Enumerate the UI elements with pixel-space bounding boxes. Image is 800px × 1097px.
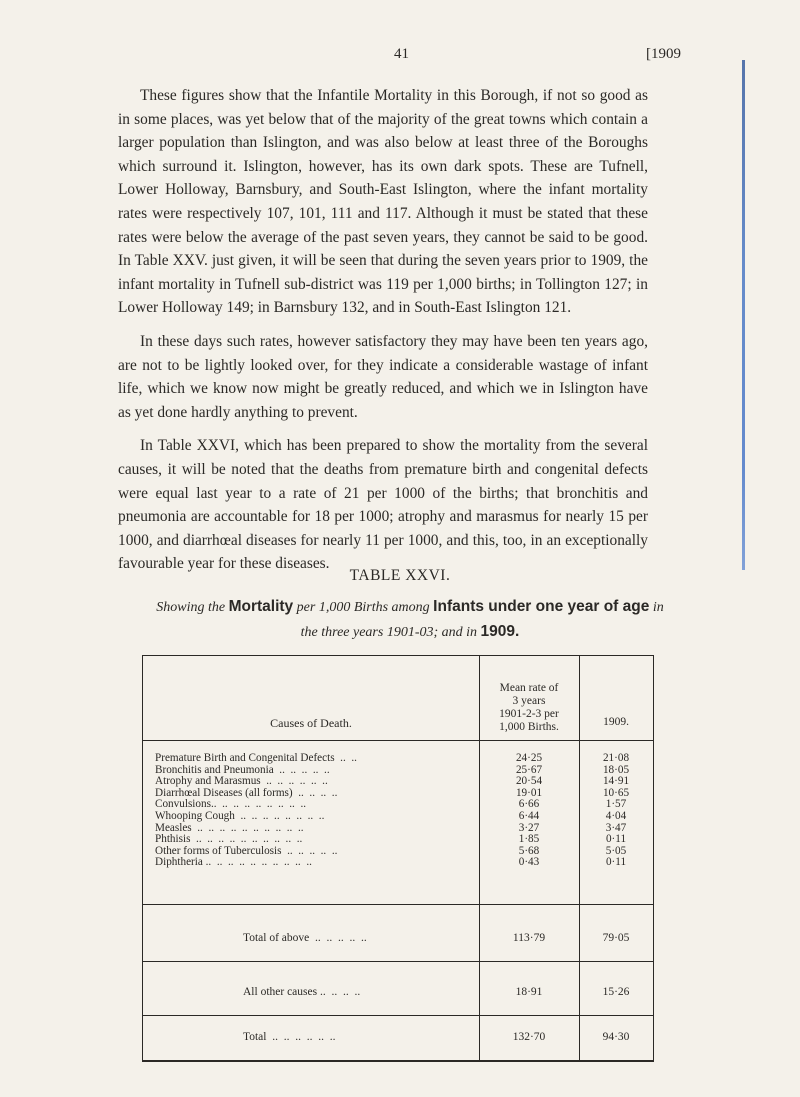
row-cause: Premature Birth and Congenital Defects .. .. — [155, 752, 357, 764]
other-causes-1909: 15·26 — [602, 986, 630, 998]
row-cause: Convulsions.. .. .. .. .. .. .. .. .. — [155, 798, 307, 811]
row-mean: 20·54 — [515, 775, 543, 788]
row-mean: 0·43 — [518, 856, 540, 869]
subtitle-part-5: in the three years 1901-03; and in — [300, 600, 664, 640]
row-1909: 0·11 — [605, 833, 627, 846]
row-cause: Other forms of Tuberculosis .. .. .. .. .. — [155, 844, 338, 857]
header-mean-line: Mean rate of — [499, 682, 559, 694]
subtitle-part-4: Infants under one year of age — [433, 598, 650, 615]
table-body — [143, 753, 653, 869]
table-title: TABLE XXVI. — [349, 567, 451, 584]
header-1909: 1909. — [603, 716, 629, 728]
header-causes: Causes of Death. — [270, 716, 352, 730]
header-mean-rate — [479, 682, 579, 734]
header-mean-line: 1,000 Births. — [499, 721, 559, 733]
mortality-table — [142, 655, 654, 1062]
total-above-1909: 79·05 — [602, 932, 630, 944]
page-number: 41 — [394, 46, 409, 62]
row-cause: Bronchitis and Pneumonia .. .. .. .. .. — [155, 763, 330, 776]
page-header — [0, 46, 800, 68]
header-mean-line: 1901-2-3 per — [499, 708, 559, 720]
row-1909: 3·47 — [605, 821, 627, 834]
body-text — [118, 84, 648, 586]
header-mean-line: 3 years — [512, 695, 546, 707]
other-causes-mean: 18·91 — [515, 986, 543, 998]
row-1909: 1·57 — [605, 798, 627, 811]
row-1909: 4·04 — [605, 809, 627, 822]
row-cause: Whooping Cough .. .. .. .. .. .. .. .. — [155, 809, 325, 822]
total-label: Total .. .. .. .. .. .. — [243, 1031, 336, 1043]
section-divider — [143, 1015, 653, 1016]
section-divider — [143, 904, 653, 905]
row-cause: Diphtheria .. .. .. .. .. .. .. .. .. .. — [155, 856, 312, 869]
row-mean: 25·67 — [515, 763, 543, 776]
row-cause: Measles .. .. .. .. .. .. .. .. .. .. — [155, 821, 304, 834]
margin-highlight-line — [742, 60, 745, 570]
row-mean: 24·25 — [515, 752, 543, 764]
row-cause: Phthisis .. .. .. .. .. .. .. .. .. .. — [155, 833, 303, 846]
row-1909: 5·05 — [605, 844, 627, 857]
row-mean: 6·44 — [518, 809, 540, 822]
row-mean: 3·27 — [518, 821, 540, 834]
total-mean: 132·70 — [512, 1031, 546, 1043]
table-row — [143, 753, 653, 765]
row-1909: 18·05 — [602, 763, 630, 776]
row-mean: 5·68 — [518, 844, 540, 857]
row-1909: 0·11 — [605, 856, 627, 869]
row-mean: 19·01 — [515, 786, 543, 799]
table-row — [143, 834, 653, 846]
page-year: [1909 — [646, 46, 681, 62]
paragraph-3: In Table XXVI, which has been prepared to show the mortality from the several causes, it will be noted that the deaths from premature birth and congenital defects were equal last year to a rate of 21 per 1000 of the births; that bronchitis and pneumonia are accountable for 18 per 1000; atrophy and marasmus for nearly 15 per 1000, and diarrhœal diseases for nearly 11 per 1000, and this, too, in an exceptionally favourable year for these diseases. — [118, 437, 648, 573]
row-cause: Atrophy and Marasmus .. .. .. .. .. .. — [155, 775, 328, 788]
subtitle-part-6: 1909. — [480, 623, 520, 640]
paragraph-1: These figures show that the Infantile Mortality in this Borough, if not so good as in some places, was yet below that of the majority of the great towns which contain a larger population than Islington, and was also below at least three of the Boroughs which surround it. Islington, however, has its own dark spots. These are Tufnell, Lower Holloway, Barnsbury, and South-East Islington, where the infant mortality rates were respectively 107, 101, 111 and 117. Although it must be stated that these rates were below the average of the past seven years, they cannot be said to be good. In Table XXV. just given, it will be seen that during the seven years prior to 1909, the infant mortality in Tufnell sub-district was 119 per 1,000 births; in Tollington 127; in Lower Holloway 149; in Barnsbury 132, and in South-East Islington 121. — [118, 87, 648, 317]
subtitle-part-1: Showing the — [156, 600, 229, 615]
row-1909: 14·91 — [602, 775, 630, 788]
row-mean: 6·66 — [518, 798, 540, 811]
subtitle-part-2: Mortality — [228, 598, 294, 615]
total-above-label: Total of above .. .. .. .. .. — [243, 932, 367, 944]
table-row — [143, 811, 653, 823]
total-1909: 94·30 — [602, 1031, 630, 1043]
paragraph-2: In these days such rates, however satisfactory they may have been ten years ago, are not to be lightly looked over, for they indicate a considerable wastage of infant life, which we know now might be greatly reduced, and which we in Islington have as yet done hardly anything to prevent. — [118, 332, 648, 421]
header-divider — [143, 740, 653, 741]
other-causes-label: All other causes .. .. .. .. — [243, 986, 361, 998]
total-above-mean: 113·79 — [512, 932, 546, 944]
row-1909: 21·08 — [602, 752, 630, 764]
row-1909: 10·65 — [602, 786, 630, 799]
row-mean: 1·85 — [518, 833, 540, 846]
subtitle-part-3: per 1,000 Births among — [293, 600, 434, 615]
row-cause: Diarrhœal Diseases (all forms) .. .. .. .. — [155, 786, 338, 799]
section-divider — [143, 961, 653, 962]
table-subtitle — [150, 595, 670, 645]
table-row — [143, 857, 653, 869]
